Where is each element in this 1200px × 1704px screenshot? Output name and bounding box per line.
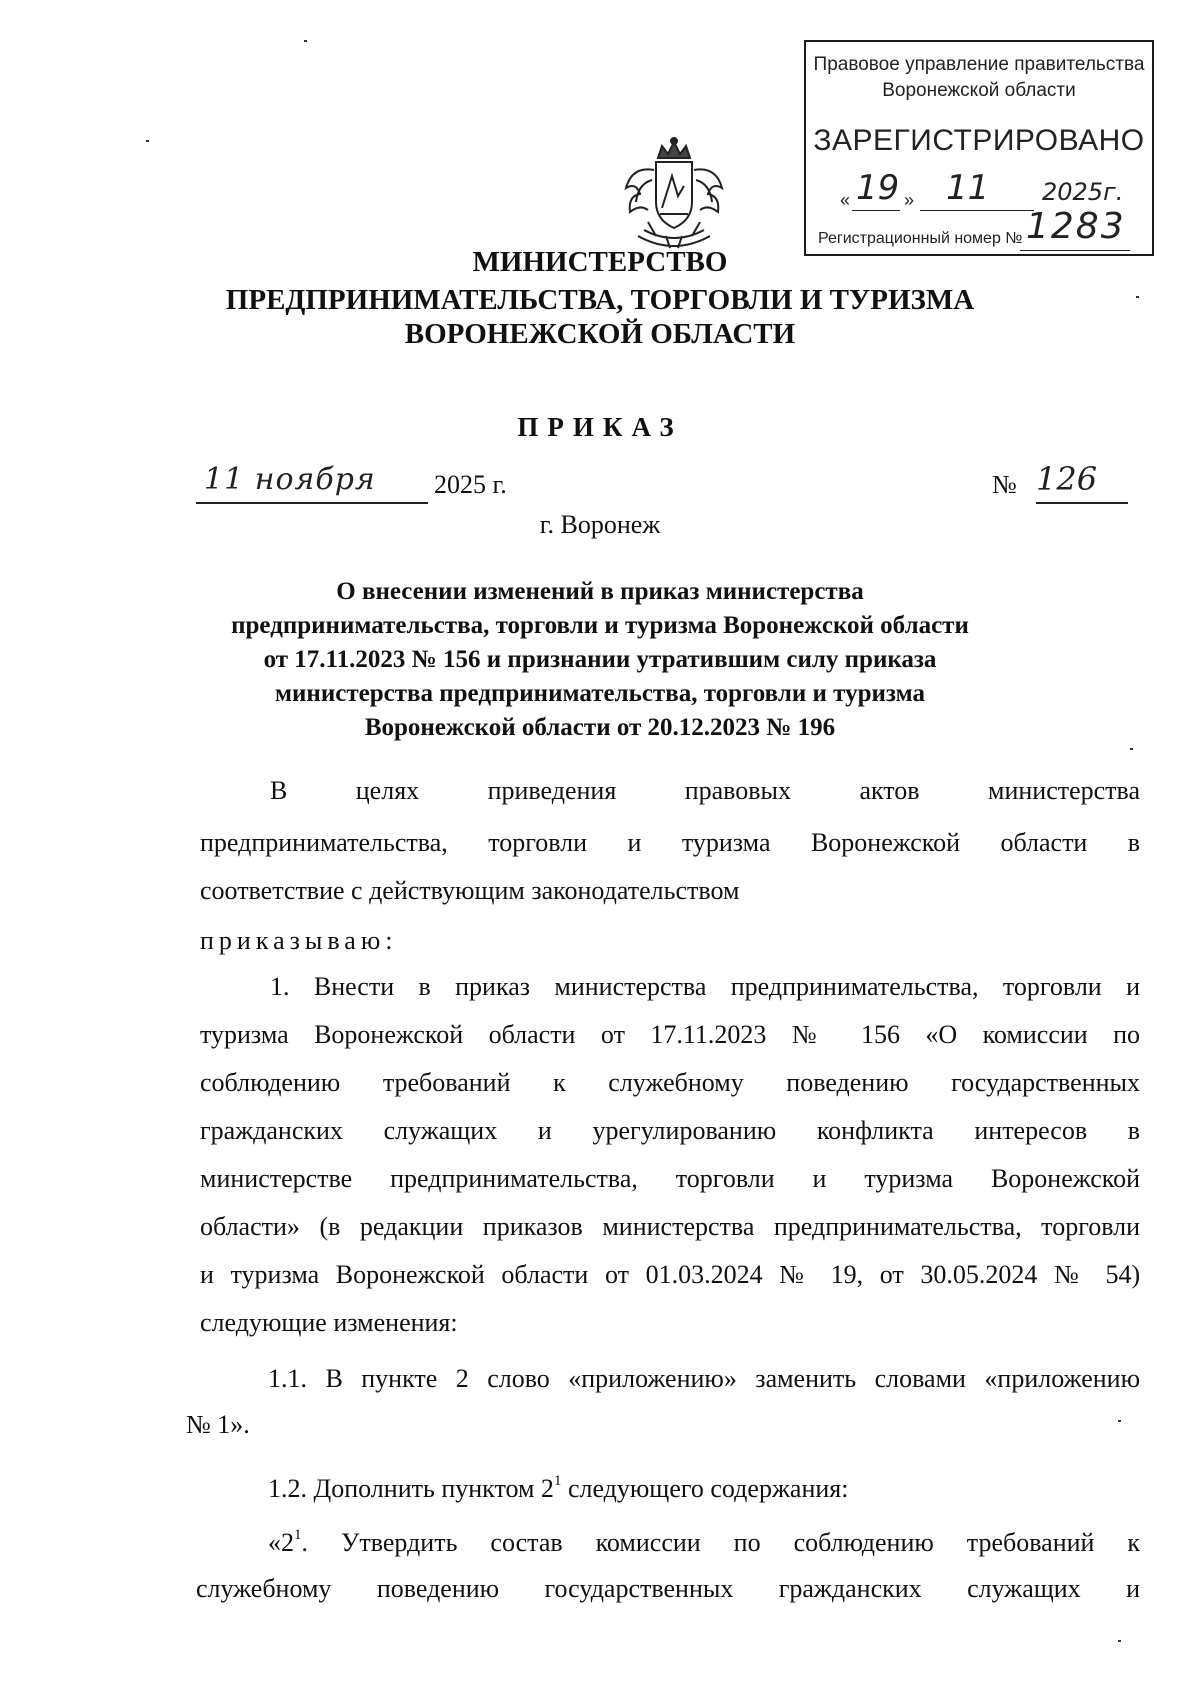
word: 2 bbox=[455, 1364, 469, 1393]
word: министерства bbox=[554, 972, 707, 1001]
word: требований bbox=[966, 1528, 1095, 1557]
word: в bbox=[1127, 828, 1141, 857]
word: 30.05.2024 bbox=[920, 1260, 1038, 1289]
order-city: г. Воронеж bbox=[539, 510, 661, 539]
scan-speck bbox=[1136, 296, 1139, 298]
item1-line6 bbox=[200, 1212, 1140, 1242]
item1-line5 bbox=[200, 1164, 1140, 1194]
word: служебному bbox=[196, 1574, 332, 1603]
stamp-month-underline bbox=[920, 210, 1034, 211]
item1-line3 bbox=[200, 1068, 1140, 1098]
order-number-underline bbox=[1036, 502, 1128, 504]
item1-2-superscript: 1 bbox=[553, 1473, 562, 1490]
item2-1-superscript: 1 bbox=[294, 1527, 302, 1544]
word: требований bbox=[382, 1068, 511, 1097]
stamp-date-year: 2025г. bbox=[1042, 178, 1124, 206]
word: «приложению bbox=[984, 1364, 1140, 1393]
word: словами bbox=[874, 1364, 966, 1393]
word: 54) bbox=[1105, 1260, 1141, 1289]
stamp-org-line1: Правовое управление правительства bbox=[813, 54, 1145, 75]
word: предпринимательства, bbox=[390, 1164, 638, 1193]
word: В bbox=[270, 776, 288, 805]
word: торговли bbox=[488, 828, 588, 857]
subject-line5: Воронежской области от 20.12.2023 № 196 bbox=[364, 714, 836, 741]
word: туризма bbox=[200, 1020, 289, 1049]
word: по bbox=[733, 1528, 761, 1557]
word: и bbox=[627, 828, 642, 857]
word: торговли bbox=[675, 1164, 775, 1193]
word: Воронежской bbox=[810, 828, 960, 857]
word: «приложению» bbox=[568, 1364, 737, 1393]
word: в bbox=[1127, 1116, 1141, 1145]
word: состав bbox=[490, 1528, 563, 1557]
item1-1-line1 bbox=[268, 1364, 1140, 1394]
word: от bbox=[604, 1260, 629, 1289]
word: заменить bbox=[755, 1364, 857, 1393]
word: и bbox=[1126, 1574, 1140, 1603]
stamp-date-open-quote: « bbox=[840, 190, 851, 210]
word: и bbox=[812, 1164, 827, 1193]
word: области bbox=[488, 1020, 576, 1049]
item1-line2 bbox=[200, 1020, 1140, 1050]
word: области bbox=[501, 1260, 589, 1289]
word: поведению bbox=[376, 1574, 500, 1603]
word: государственных bbox=[544, 1574, 734, 1603]
word: № bbox=[791, 1020, 836, 1049]
word: к bbox=[1127, 1528, 1141, 1557]
scan-speck bbox=[1118, 1640, 1121, 1642]
word: Воронежской bbox=[990, 1164, 1140, 1193]
item2-1-line1 bbox=[268, 1528, 1140, 1558]
stamp-reg-label: Регистрационный номер № bbox=[818, 230, 1023, 247]
word: приказов bbox=[482, 1212, 583, 1241]
stamp-date-day: 19 bbox=[856, 168, 900, 208]
word: министерства bbox=[988, 776, 1141, 805]
word: от bbox=[879, 1260, 904, 1289]
word: № bbox=[1053, 1260, 1089, 1289]
word: в bbox=[418, 972, 431, 1001]
ministry-name-line2: ПРЕДПРИНИМАТЕЛЬСТВА, ТОРГОВЛИ И ТУРИЗМА bbox=[225, 284, 975, 316]
subject-line1: О внесении изменений в приказ министерства bbox=[336, 578, 864, 605]
word: 156 bbox=[860, 1020, 900, 1049]
word: целях bbox=[355, 776, 420, 805]
word: служащих bbox=[383, 1116, 498, 1145]
order-date bbox=[196, 462, 516, 508]
stamp-registered-label: ЗАРЕГИСТРИРОВАНО bbox=[813, 124, 1145, 157]
word: комиссии bbox=[982, 1020, 1088, 1049]
word: гражданских bbox=[200, 1116, 343, 1145]
word: министерства bbox=[602, 1212, 755, 1241]
item1-line4 bbox=[200, 1116, 1140, 1146]
word: правовых bbox=[684, 776, 792, 805]
item1-line7 bbox=[200, 1260, 1140, 1290]
item1-2-line bbox=[268, 1474, 848, 1504]
order-date-underline bbox=[196, 502, 428, 504]
word: области» bbox=[200, 1212, 300, 1241]
word: 19, bbox=[830, 1260, 864, 1289]
word: государственных bbox=[951, 1068, 1140, 1097]
word: служащих bbox=[967, 1574, 1081, 1603]
word: Воронежской bbox=[335, 1260, 485, 1289]
word: 1.1. bbox=[268, 1364, 307, 1393]
word: торговли bbox=[1041, 1212, 1141, 1241]
word: и bbox=[537, 1116, 552, 1145]
scan-speck bbox=[1118, 1420, 1121, 1422]
word: приказ bbox=[455, 972, 531, 1001]
word: . bbox=[301, 1528, 308, 1557]
item2-1-line1-rest bbox=[302, 1528, 1141, 1557]
word: области bbox=[1000, 828, 1088, 857]
word: по bbox=[1113, 1020, 1141, 1049]
order-number-handwritten: 126 bbox=[1036, 460, 1098, 498]
word: поведению bbox=[786, 1068, 909, 1097]
word: приведения bbox=[487, 776, 617, 805]
word: предпринимательства, bbox=[730, 972, 979, 1001]
word: редакции bbox=[359, 1212, 464, 1241]
word: торговли bbox=[1002, 972, 1102, 1001]
stamp-reg-number: 1283 bbox=[1026, 206, 1126, 247]
order-date-handwritten: 11 ноября bbox=[204, 462, 376, 497]
item1-line1 bbox=[270, 972, 1140, 1002]
word: и bbox=[1126, 972, 1140, 1001]
coat-of-arms-icon bbox=[618, 136, 730, 258]
order-number-sign: № bbox=[992, 470, 1017, 499]
word: 17.11.2023 bbox=[650, 1020, 767, 1049]
word: 1. bbox=[270, 972, 290, 1001]
word: 01.03.2024 bbox=[645, 1260, 763, 1289]
item2-1-quote-open: «2 bbox=[268, 1528, 294, 1557]
item2-1-line2 bbox=[196, 1574, 1140, 1604]
decree-word: приказываю: bbox=[200, 926, 398, 955]
stamp-date-close-quote: » bbox=[904, 190, 915, 210]
scan-speck bbox=[304, 40, 307, 42]
subject-line3: от 17.11.2023 № 156 и признании утратившим силу приказа bbox=[263, 646, 937, 673]
word: соблюдению bbox=[200, 1068, 341, 1097]
stamp-org-line2: Воронежской области bbox=[882, 80, 1076, 101]
preamble-line3: соответствие с действующим законодательством bbox=[200, 876, 740, 905]
ministry-name-line1: МИНИСТЕРСТВО bbox=[472, 246, 728, 278]
word: «О bbox=[925, 1020, 958, 1049]
stamp-date-month: 11 bbox=[946, 168, 990, 208]
subject-line2: предпринимательства, торговли и туризма Воронежской области bbox=[231, 612, 969, 639]
word: интересов bbox=[974, 1116, 1088, 1145]
word: предпринимательства, bbox=[200, 828, 448, 857]
item1-1-line2: № 1». bbox=[186, 1410, 250, 1439]
word: туризма bbox=[230, 1260, 320, 1289]
word: Внести bbox=[313, 972, 395, 1001]
word: № bbox=[779, 1260, 815, 1289]
word: гражданских bbox=[778, 1574, 922, 1603]
word: от bbox=[600, 1020, 625, 1049]
registration-stamp bbox=[804, 40, 1154, 256]
stamp-day-underline bbox=[852, 210, 900, 211]
word: соблюдению bbox=[793, 1528, 934, 1557]
order-title: ПРИКАЗ bbox=[517, 412, 683, 442]
item1-line8: следующие изменения: bbox=[200, 1308, 458, 1337]
word: урегулированию bbox=[592, 1116, 777, 1145]
word: (в bbox=[319, 1212, 341, 1241]
word: министерстве bbox=[200, 1164, 353, 1193]
word: Утвердить bbox=[340, 1528, 458, 1557]
word: к bbox=[553, 1068, 566, 1097]
word: служебному bbox=[608, 1068, 744, 1097]
preamble-line2 bbox=[200, 828, 1140, 858]
word: комиссии bbox=[595, 1528, 701, 1557]
word: туризма bbox=[864, 1164, 954, 1193]
item1-2-prefix: 1.2. Дополнить пунктом 2 bbox=[268, 1474, 554, 1503]
word: слово bbox=[487, 1364, 550, 1393]
subject-line4: министерства предпринимательства, торговли и туризма bbox=[275, 680, 925, 707]
scan-speck bbox=[146, 140, 149, 142]
word: В bbox=[325, 1364, 343, 1393]
word: и bbox=[200, 1260, 214, 1289]
word: Воронежской bbox=[314, 1020, 464, 1049]
scan-speck bbox=[1130, 748, 1133, 750]
word: актов bbox=[859, 776, 920, 805]
word: туризма bbox=[681, 828, 771, 857]
order-year: 2025 г. bbox=[434, 470, 507, 499]
item1-2-suffix: следующего содержания: bbox=[561, 1474, 849, 1503]
order-number bbox=[992, 460, 1132, 506]
word: пункте bbox=[361, 1364, 438, 1393]
preamble-line1 bbox=[270, 776, 1140, 806]
word: конфликта bbox=[816, 1116, 934, 1145]
ministry-name-line3: ВОРОНЕЖСКОЙ ОБЛАСТИ bbox=[404, 318, 796, 350]
word: предпринимательства, bbox=[773, 1212, 1022, 1241]
